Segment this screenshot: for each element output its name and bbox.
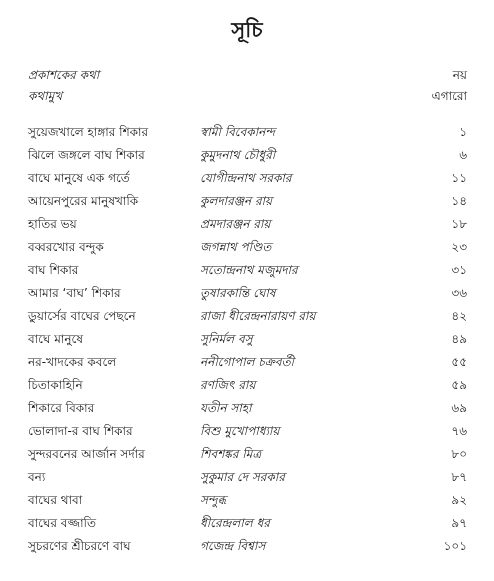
toc-entry <box>0 375 494 395</box>
front-matter-title: কথামুখ <box>28 89 63 103</box>
entry-author: সুকুমার দে সরকার <box>200 470 285 484</box>
toc-entry <box>0 191 494 211</box>
entry-page: ৪২ <box>451 309 467 323</box>
entry-title: বাঘের বজ্জাতি <box>28 516 96 530</box>
toc-entry <box>0 398 494 418</box>
entry-page: ৯২ <box>451 493 467 507</box>
entry-title: সুয়েজখালে হাঙ্গার শিকার <box>28 125 149 139</box>
entry-page: ৫৯ <box>451 378 467 392</box>
entry-author: তুষারকান্তি ঘোষ <box>200 286 276 300</box>
entry-author: যতীন সাহা <box>200 401 252 415</box>
page-title: সূচি <box>231 17 263 42</box>
entry-author: কুলদারঞ্জন রায় <box>200 194 273 208</box>
entry-author: শিবশঙ্কর মিত্র <box>200 447 262 461</box>
entry-author: বিশু মুখোপাধ্যায় <box>200 424 280 438</box>
toc-entry <box>0 168 494 188</box>
toc-entry <box>0 513 494 533</box>
entry-author: প্রমদারঞ্জন রায় <box>200 217 271 231</box>
toc-entry <box>0 467 494 487</box>
toc-entry <box>0 421 494 441</box>
entry-author: স্বামী বিবেকানন্দ <box>200 125 275 139</box>
entry-title: সুচরণের শ্রীচরণে বাঘ <box>28 539 131 553</box>
entry-title: বাঘে মানুষে <box>28 332 83 346</box>
entry-title: বব্বরখোর বন্দুক <box>28 240 104 254</box>
toc-entry <box>0 536 494 556</box>
entry-author: কুমুদনাথ চৌধুরী <box>200 148 276 162</box>
entry-author: যোগীন্দ্রনাথ সরকার <box>200 171 292 185</box>
entry-title: ডুয়ার্সের বাঘের পেছনে <box>28 309 136 323</box>
entry-page: ৫৫ <box>451 355 467 369</box>
entry-title: বাঘ শিকার <box>28 263 79 277</box>
toc-entry <box>0 352 494 372</box>
toc-entry <box>0 260 494 280</box>
entry-page: ৪৯ <box>451 332 467 346</box>
entry-title: চিতাকাহিনি <box>28 378 83 392</box>
entry-author: সন্দুব্ধ <box>200 493 227 507</box>
entry-author: রণজিৎ রায় <box>200 378 256 392</box>
toc-entry <box>0 145 494 165</box>
toc-entry <box>0 237 494 257</box>
toc-entry <box>0 329 494 349</box>
front-matter-row <box>0 65 494 85</box>
entry-title: ঝিলে জঙ্গলে বাঘ শিকার <box>28 148 145 162</box>
entry-author: গজেন্দ্র বিশ্বাস <box>200 539 266 553</box>
front-matter-row <box>0 86 494 106</box>
entry-page: ১০১ <box>443 539 467 553</box>
entry-page: ৮০ <box>451 447 467 461</box>
entry-author: ধীরেন্দ্রলাল ধর <box>200 516 270 530</box>
entry-title: বন্য <box>28 470 46 484</box>
toc-entry <box>0 444 494 464</box>
entry-page: ৬৯ <box>451 401 467 415</box>
entry-author: ননীগোপাল চক্রবর্তী <box>200 355 294 369</box>
entry-page: ৬ <box>459 148 467 162</box>
entry-title: শিকারে বিকার <box>28 401 95 415</box>
entry-title: আয়েনপুরের মানুষখাকি <box>28 194 139 208</box>
entry-page: ১৪ <box>451 194 467 208</box>
entry-author: জগন্নাথ পণ্ডিত <box>200 240 272 254</box>
toc-entry <box>0 122 494 142</box>
entry-author: সুনির্মল বসু <box>200 332 253 346</box>
entry-title: বাঘের থাবা <box>28 493 83 507</box>
entry-page: ১ <box>459 125 467 139</box>
entry-page: ৩১ <box>451 263 467 277</box>
entry-author: রাজা ধীরেন্দ্রনারায়ণ রায় <box>200 309 316 323</box>
entry-page: ২৩ <box>451 240 467 254</box>
entry-title: সুন্দরবনের আর্জান সর্দার <box>28 447 145 461</box>
front-matter-page: এগারো <box>431 89 467 103</box>
entry-author: সতোন্দ্রনাথ মজুমদার <box>200 263 298 277</box>
entry-title: ভোলাদা-র বাঘ শিকার <box>28 424 133 438</box>
entry-page: ৭৬ <box>451 424 467 438</box>
front-matter-title: প্রকাশকের কথা <box>28 68 100 82</box>
entry-page: ১৮ <box>451 217 467 231</box>
front-matter-page: নয় <box>452 68 467 82</box>
toc-entry <box>0 490 494 510</box>
entry-title: বাঘে মানুষে এক গর্তে <box>28 171 130 185</box>
entry-page: ৯৭ <box>451 516 467 530</box>
entry-title: হাতির ভয় <box>28 217 77 231</box>
toc-entry <box>0 306 494 326</box>
entry-title: নর-খাদকের কবলে <box>28 355 117 369</box>
toc-entry <box>0 283 494 303</box>
entry-page: ৮৭ <box>451 470 467 484</box>
entry-page: ১১ <box>451 171 467 185</box>
entry-page: ৩৬ <box>451 286 467 300</box>
entry-title: আমার ‘বাঘ’ শিকার <box>28 286 121 300</box>
toc-entry <box>0 214 494 234</box>
